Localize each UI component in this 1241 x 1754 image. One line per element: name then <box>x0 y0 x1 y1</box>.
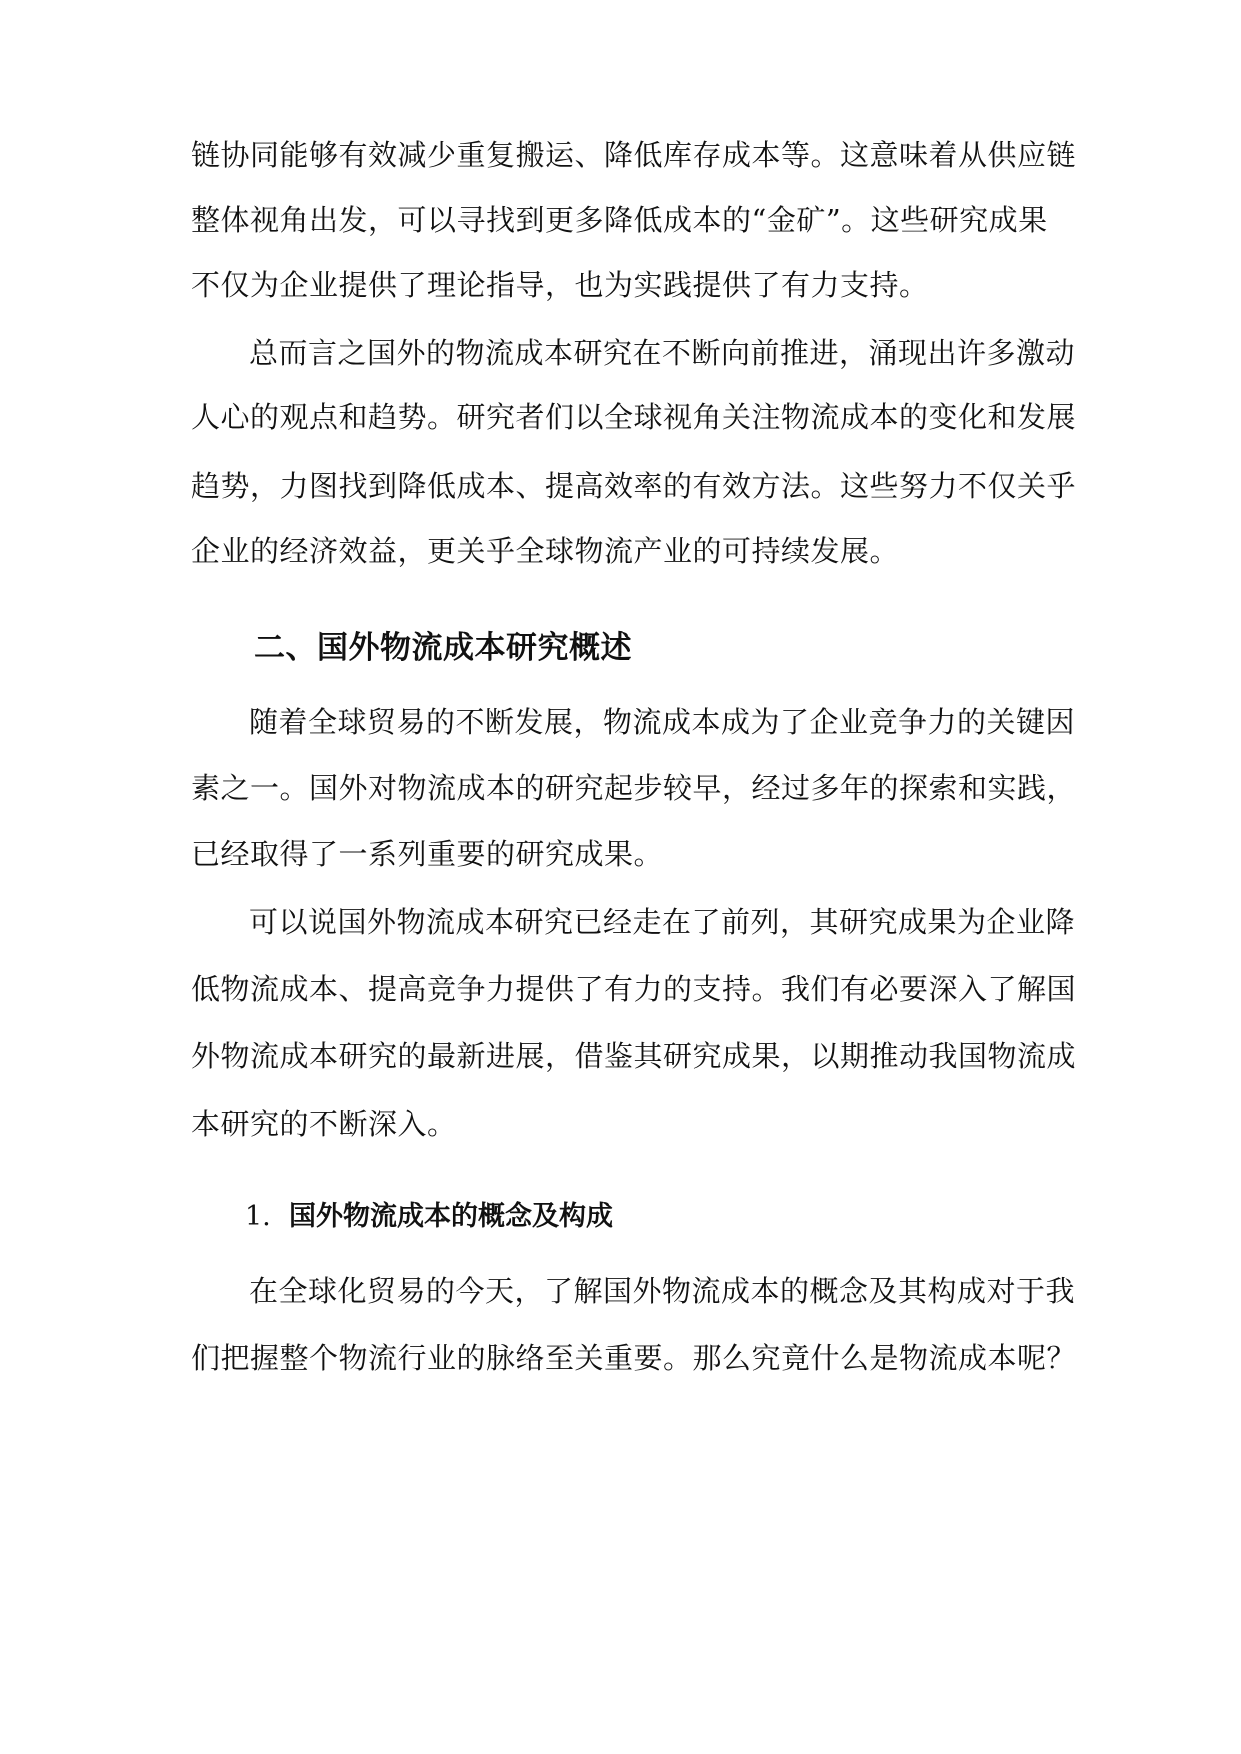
paragraph-2-line-4: 企业的经济效益，更关乎全球物流产业的可持续发展。 <box>191 534 900 568</box>
subsection-heading <box>245 1197 613 1237</box>
paragraph-4-line-3: 外物流成本研究的最新进展，借鉴其研究成果，以期推动我国物流成 <box>191 1039 1077 1073</box>
paragraph-3-line-1: 随着全球贸易的不断发展，物流成本成为了企业竞争力的关键因 <box>249 705 1076 739</box>
paragraph-2-line-3: 趋势，力图找到降低成本、提高效率的有效方法。这些努力不仅关乎 <box>191 469 1077 503</box>
paragraph-5-line-2: 们把握整个物流行业的脉络至关重要。那么究竟什么是物流成本呢？ <box>191 1341 1077 1375</box>
paragraph-5-line-1: 在全球化贸易的今天，了解国外物流成本的概念及其构成对于我 <box>249 1274 1076 1308</box>
paragraph-4-line-4: 本研究的不断深入。 <box>191 1107 457 1141</box>
paragraph-1-line-3: 不仅为企业提供了理论指导，也为实践提供了有力支持。 <box>191 268 929 302</box>
paragraph-1-line-1: 链协同能够有效减少重复搬运、降低库存成本等。这意味着从供应链 <box>191 138 1077 172</box>
subsection-number: 1. <box>245 1201 271 1232</box>
paragraph-1-line-2: 整体视角出发，可以寻找到更多降低成本的“金矿”。这些研究成果 <box>191 203 1048 237</box>
paragraph-4-line-2: 低物流成本、提高竞争力提供了有力的支持。我们有必要深入了解国 <box>191 972 1077 1006</box>
paragraph-2-line-2: 人心的观点和趋势。研究者们以全球视角关注物流成本的变化和发展 <box>191 400 1077 434</box>
paragraph-3-line-3: 已经取得了一系列重要的研究成果。 <box>191 837 664 871</box>
section-heading: 二、国外物流成本研究概述 <box>254 630 632 666</box>
paragraph-3-line-2: 素之一。国外对物流成本的研究起步较早，经过多年的探索和实践， <box>191 771 1077 805</box>
subsection-title: 国外物流成本的概念及构成 <box>289 1201 613 1232</box>
paragraph-4-line-1: 可以说国外物流成本研究已经走在了前列，其研究成果为企业降 <box>249 905 1076 939</box>
paragraph-2-line-1: 总而言之国外的物流成本研究在不断向前推进，涌现出许多激动 <box>249 336 1076 370</box>
